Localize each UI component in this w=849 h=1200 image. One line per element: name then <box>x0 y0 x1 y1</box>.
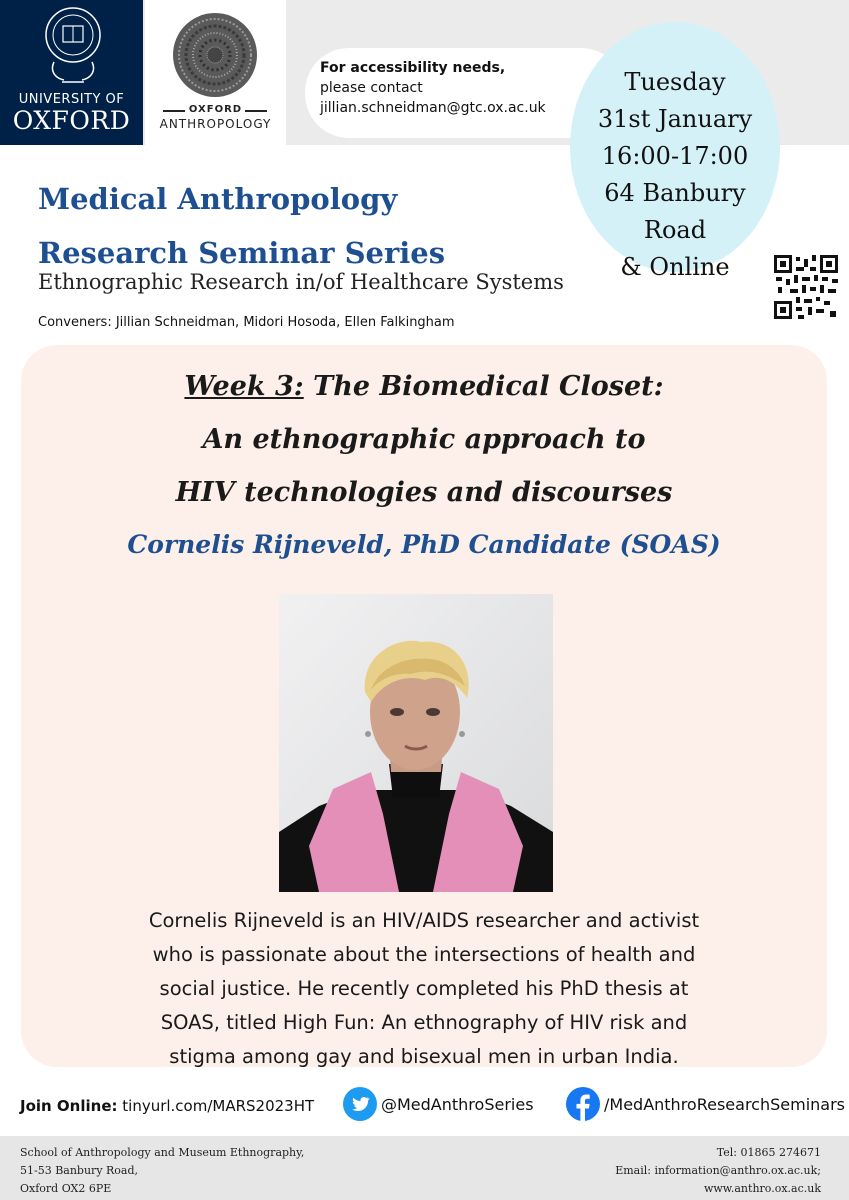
footer-address-line-3: Oxford OX2 6PE <box>20 1182 112 1195</box>
speaker-photo <box>279 594 553 892</box>
join-online <box>20 1097 314 1115</box>
talk-title-line-3: HIV technologies and discourses <box>175 477 673 508</box>
accessibility-email-link[interactable]: jillian.schneidman@gtc.ox.ac.uk <box>320 100 546 116</box>
series-title <box>38 172 445 280</box>
twitter-icon <box>343 1087 377 1121</box>
footer-address-line-2: 51-53 Banbury Road, <box>20 1164 139 1177</box>
speaker-bio <box>21 904 827 1074</box>
facebook-link[interactable] <box>566 1086 845 1122</box>
footer-tel: Tel: 01865 274671 <box>716 1146 821 1159</box>
bio-line-5: stigma among gay and bisexual men in urban India. <box>169 1045 679 1068</box>
bio-line-4: SOAS, titled High Fun: An ethnography of HIV risk and <box>160 1011 688 1034</box>
qr-code-icon[interactable] <box>774 255 838 319</box>
footer-contact <box>615 1144 821 1198</box>
event-venue: 64 Banbury Road <box>604 179 746 244</box>
bio-line-3: social justice. He recently completed his PhD thesis at <box>159 977 689 1000</box>
week-label: Week 3: <box>184 371 304 402</box>
oxford-university-logo[interactable] <box>0 0 143 145</box>
footer-address-line-1: School of Anthropology and Museum Ethnography, <box>20 1146 305 1159</box>
talk-title-line-2: An ethnographic approach to <box>202 424 646 455</box>
series-subtitle: Ethnographic Research in/of Healthcare Systems <box>38 270 564 294</box>
twitter-handle: @MedAnthroSeries <box>381 1094 534 1114</box>
footer-website[interactable]: www.anthro.ox.ac.uk <box>703 1182 821 1195</box>
bio-line-1: Cornelis Rijneveld is an HIV/AIDS researcher and activist <box>148 909 700 932</box>
anthropology-emblem-icon <box>172 12 258 98</box>
oxford-name-label: OXFORD <box>12 106 131 135</box>
speaker-name: Cornelis Rijneveld, PhD Candidate (SOAS) <box>127 530 721 559</box>
footer-email[interactable]: Email: information@anthro.ox.ac.uk; <box>615 1164 821 1177</box>
event-time: 16:00-17:00 <box>601 142 749 170</box>
accessibility-contact-label: please contact <box>320 80 423 96</box>
join-online-link[interactable]: tinyurl.com/MARS2023HT <box>117 1097 315 1115</box>
talk-title-line-1: The Biomedical Closet: <box>303 371 664 402</box>
facebook-icon <box>566 1087 600 1121</box>
anthropology-label: ANTHROPOLOGY <box>159 117 272 131</box>
series-title-line-1: Medical Anthropology <box>38 182 398 216</box>
conveners: Conveners: Jillian Schneidman, Midori Hosoda, Ellen Falkingham <box>38 315 455 330</box>
accessibility-title: For accessibility needs, <box>320 60 506 76</box>
bio-line-2: who is passionate about the intersections of health and <box>152 943 696 966</box>
talk-title <box>21 360 827 519</box>
footer-address <box>20 1144 304 1198</box>
footer <box>0 1136 849 1200</box>
twitter-link[interactable] <box>343 1086 534 1122</box>
facebook-page: /MedAnthroResearchSeminars <box>604 1094 845 1114</box>
event-day: Tuesday <box>624 68 726 96</box>
event-mode: & Online <box>620 253 730 281</box>
series-title-line-2: Research Seminar Series <box>38 236 446 270</box>
join-online-label: Join Online: <box>20 1097 118 1115</box>
oxford-anthropology-logo[interactable] <box>145 0 286 145</box>
anthropology-oxford-label: OXFORD <box>188 104 243 115</box>
event-details-circle <box>570 22 780 281</box>
oxford-crest-icon <box>44 6 102 88</box>
event-date: 31st January <box>597 105 753 133</box>
oxford-university-label: UNIVERSITY OF <box>18 92 125 107</box>
